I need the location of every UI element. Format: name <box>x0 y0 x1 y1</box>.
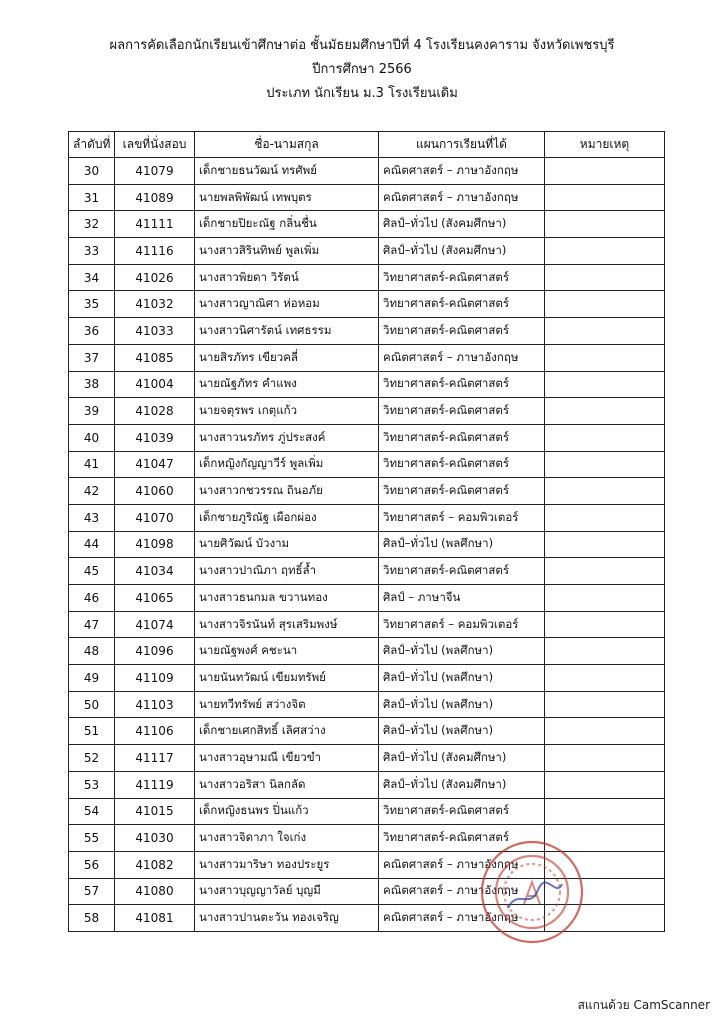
order-cell: 44 <box>69 531 115 558</box>
seat-number-cell: 41096 <box>115 638 195 665</box>
remarks-cell <box>545 424 665 451</box>
seat-number-cell: 41028 <box>115 398 195 425</box>
table-row <box>69 558 665 585</box>
seat-number-cell: 41106 <box>115 718 195 745</box>
remarks-cell <box>545 158 665 185</box>
col-header-seat-number: เลขที่นั่งสอบ <box>115 132 195 158</box>
order-cell: 39 <box>69 398 115 425</box>
full-name-cell: นายสิรภัทร เขียวคลี่ <box>195 344 379 371</box>
full-name-cell: เด็กหญิงธนพร ปิ่นแก้ว <box>195 798 379 825</box>
study-program-cell: ศิลป์–ทั่วไป (พลศึกษา) <box>379 531 545 558</box>
order-cell: 45 <box>69 558 115 585</box>
seat-number-cell: 41034 <box>115 558 195 585</box>
order-cell: 48 <box>69 638 115 665</box>
order-cell: 43 <box>69 504 115 531</box>
order-cell: 58 <box>69 905 115 932</box>
full-name-cell: เด็กชายเศกสิทธิ์ เลิศสว่าง <box>195 718 379 745</box>
table-row <box>69 478 665 505</box>
study-program-cell: ศิลป์–ทั่วไป (สังคมศึกษา) <box>379 745 545 772</box>
remarks-cell <box>545 318 665 345</box>
full-name-cell: เด็กชายปิยะณัฐ กลิ่นชื่น <box>195 211 379 238</box>
table-row <box>69 878 665 905</box>
remarks-cell <box>545 718 665 745</box>
order-cell: 40 <box>69 424 115 451</box>
seat-number-cell: 41111 <box>115 211 195 238</box>
seat-number-cell: 41117 <box>115 745 195 772</box>
seat-number-cell: 41089 <box>115 184 195 211</box>
remarks-cell <box>545 825 665 852</box>
order-cell: 33 <box>69 238 115 265</box>
seat-number-cell: 41119 <box>115 771 195 798</box>
order-cell: 47 <box>69 611 115 638</box>
table-row <box>69 504 665 531</box>
seat-number-cell: 41103 <box>115 691 195 718</box>
study-program-cell: วิทยาศาสตร์-คณิตศาสตร์ <box>379 558 545 585</box>
seat-number-cell: 41085 <box>115 344 195 371</box>
remarks-cell <box>545 558 665 585</box>
full-name-cell: นางสาวพิยดา วิรัตน์ <box>195 264 379 291</box>
seat-number-cell: 41004 <box>115 371 195 398</box>
full-name-cell: นางสาวญาณิศา ห่อหอม <box>195 291 379 318</box>
full-name-cell: นางสาวนรภัทร ภู่ประสงค์ <box>195 424 379 451</box>
remarks-cell <box>545 905 665 932</box>
seat-number-cell: 41109 <box>115 665 195 692</box>
table-row <box>69 184 665 211</box>
seat-number-cell: 41060 <box>115 478 195 505</box>
table-row <box>69 771 665 798</box>
study-program-cell: คณิตศาสตร์ – ภาษาอังกฤษ <box>379 878 545 905</box>
order-cell: 34 <box>69 264 115 291</box>
study-program-cell: คณิตศาสตร์ – ภาษาอังกฤษ <box>379 851 545 878</box>
seat-number-cell: 41081 <box>115 905 195 932</box>
study-program-cell: วิทยาศาสตร์ – คอมพิวเตอร์ <box>379 611 545 638</box>
title-line-2: ปีการศึกษา 2566 <box>312 62 412 77</box>
table-row <box>69 344 665 371</box>
full-name-cell: นางสาวอุษามณี เขียวขำ <box>195 745 379 772</box>
study-program-cell: วิทยาศาสตร์-คณิตศาสตร์ <box>379 371 545 398</box>
seat-number-cell: 41047 <box>115 451 195 478</box>
study-program-cell: ศิลป์–ทั่วไป (พลศึกษา) <box>379 638 545 665</box>
study-program-cell: คณิตศาสตร์ – ภาษาอังกฤษ <box>379 905 545 932</box>
table-row <box>69 745 665 772</box>
results-table-header <box>69 132 665 158</box>
study-program-cell: ศิลป์–ทั่วไป (สังคมศึกษา) <box>379 771 545 798</box>
results-table-body <box>69 158 665 932</box>
study-program-cell: คณิตศาสตร์ – ภาษาอังกฤษ <box>379 184 545 211</box>
study-program-cell: วิทยาศาสตร์-คณิตศาสตร์ <box>379 424 545 451</box>
seat-number-cell: 41080 <box>115 878 195 905</box>
remarks-cell <box>545 585 665 612</box>
full-name-cell: นายณัฐภัทร คำแพง <box>195 371 379 398</box>
col-header-study-program: แผนการเรียนที่ได้ <box>379 132 545 158</box>
study-program-cell: คณิตศาสตร์ – ภาษาอังกฤษ <box>379 344 545 371</box>
remarks-cell <box>545 211 665 238</box>
study-program-cell: วิทยาศาสตร์-คณิตศาสตร์ <box>379 478 545 505</box>
table-row <box>69 211 665 238</box>
header-row <box>69 132 665 158</box>
remarks-cell <box>545 611 665 638</box>
order-cell: 38 <box>69 371 115 398</box>
table-row <box>69 398 665 425</box>
full-name-cell: นายพลพิพัฒน์ เทพบุตร <box>195 184 379 211</box>
study-program-cell: วิทยาศาสตร์ – คอมพิวเตอร์ <box>379 504 545 531</box>
table-row <box>69 851 665 878</box>
table-row <box>69 424 665 451</box>
order-cell: 30 <box>69 158 115 185</box>
seat-number-cell: 41033 <box>115 318 195 345</box>
full-name-cell: เด็กชายธนวัฒน์ ทรศัพย์ <box>195 158 379 185</box>
col-header-remarks: หมายเหตุ <box>545 132 665 158</box>
remarks-cell <box>545 665 665 692</box>
full-name-cell: นางสาวธนกมล ขวานทอง <box>195 585 379 612</box>
full-name-cell: นายจตุรพร เกตุแก้ว <box>195 398 379 425</box>
study-program-cell: วิทยาศาสตร์-คณิตศาสตร์ <box>379 798 545 825</box>
order-cell: 37 <box>69 344 115 371</box>
full-name-cell: นายทวีทรัพย์ สว่างจิต <box>195 691 379 718</box>
full-name-cell: นายนันทวัฒน์ เขียมทรัพย์ <box>195 665 379 692</box>
order-cell: 41 <box>69 451 115 478</box>
remarks-cell <box>545 291 665 318</box>
study-program-cell: วิทยาศาสตร์-คณิตศาสตร์ <box>379 264 545 291</box>
study-program-cell: ศิลป์–ทั่วไป (สังคมศึกษา) <box>379 211 545 238</box>
table-row <box>69 585 665 612</box>
table-row <box>69 158 665 185</box>
table-row <box>69 238 665 265</box>
remarks-cell <box>545 745 665 772</box>
table-row <box>69 638 665 665</box>
order-cell: 50 <box>69 691 115 718</box>
study-program-cell: วิทยาศาสตร์-คณิตศาสตร์ <box>379 451 545 478</box>
table-row <box>69 718 665 745</box>
remarks-cell <box>545 798 665 825</box>
order-cell: 42 <box>69 478 115 505</box>
study-program-cell: ศิลป์–ทั่วไป (สังคมศึกษา) <box>379 238 545 265</box>
full-name-cell: นายณัฐพงศ์ คชะนา <box>195 638 379 665</box>
remarks-cell <box>545 851 665 878</box>
study-program-cell: วิทยาศาสตร์-คณิตศาสตร์ <box>379 825 545 852</box>
order-cell: 46 <box>69 585 115 612</box>
remarks-cell <box>545 371 665 398</box>
order-cell: 36 <box>69 318 115 345</box>
full-name-cell: นางสาวปานตะวัน ทองเจริญ <box>195 905 379 932</box>
table-row <box>69 318 665 345</box>
table-row <box>69 798 665 825</box>
seat-number-cell: 41015 <box>115 798 195 825</box>
table-row <box>69 665 665 692</box>
scanner-watermark: สแกนด้วย CamScanner <box>577 998 710 1012</box>
order-cell: 49 <box>69 665 115 692</box>
seat-number-cell: 41116 <box>115 238 195 265</box>
study-program-cell: ศิลป์–ทั่วไป (พลศึกษา) <box>379 665 545 692</box>
table-row <box>69 905 665 932</box>
table-row <box>69 371 665 398</box>
remarks-cell <box>545 691 665 718</box>
full-name-cell: นางสาวปาณิภา ฤทธิ์ล้ำ <box>195 558 379 585</box>
order-cell: 31 <box>69 184 115 211</box>
remarks-cell <box>545 478 665 505</box>
full-name-cell: นางสาวบุญญาวัลย์ บุญมี <box>195 878 379 905</box>
full-name-cell: นางสาวมาริษา ทองประยูร <box>195 851 379 878</box>
order-cell: 52 <box>69 745 115 772</box>
full-name-cell: นางสาวจิรนันท์ สุรเสริมพงษ์ <box>195 611 379 638</box>
seat-number-cell: 41032 <box>115 291 195 318</box>
table-row <box>69 264 665 291</box>
remarks-cell <box>545 344 665 371</box>
seat-number-cell: 41098 <box>115 531 195 558</box>
remarks-cell <box>545 184 665 211</box>
title-line-1: ผลการคัดเลือกนักเรียนเข้าศึกษาต่อ ชั้นมัธยมศึกษาปีที่ 4 โรงเรียนคงคาราม จังหวัดเพชรบุรี <box>109 38 615 53</box>
study-program-cell: วิทยาศาสตร์-คณิตศาสตร์ <box>379 398 545 425</box>
remarks-cell <box>545 531 665 558</box>
order-cell: 55 <box>69 825 115 852</box>
full-name-cell: นางสาวอริสา นิลกลัด <box>195 771 379 798</box>
table-row <box>69 291 665 318</box>
seat-number-cell: 41030 <box>115 825 195 852</box>
full-name-cell: นายศิวัฒน์ บัวงาม <box>195 531 379 558</box>
remarks-cell <box>545 638 665 665</box>
full-name-cell: เด็กชายภูริณัฐ เผือกผ่อง <box>195 504 379 531</box>
remarks-cell <box>545 451 665 478</box>
full-name-cell: นางสาวสิรินทิพย์ พูลเพิ่ม <box>195 238 379 265</box>
col-header-order: ลำดับที่ <box>69 132 115 158</box>
document-header <box>0 34 724 106</box>
table-row <box>69 691 665 718</box>
study-program-cell: คณิตศาสตร์ – ภาษาอังกฤษ <box>379 158 545 185</box>
full-name-cell: นางสาวกชวรรณ ถินอภัย <box>195 478 379 505</box>
table-row <box>69 451 665 478</box>
order-cell: 57 <box>69 878 115 905</box>
table-row <box>69 611 665 638</box>
order-cell: 56 <box>69 851 115 878</box>
full-name-cell: เด็กหญิงกัญญาวีร์ พูลเพิ่ม <box>195 451 379 478</box>
order-cell: 54 <box>69 798 115 825</box>
seat-number-cell: 41074 <box>115 611 195 638</box>
results-table <box>68 131 665 932</box>
study-program-cell: ศิลป์–ทั่วไป (พลศึกษา) <box>379 691 545 718</box>
seat-number-cell: 41079 <box>115 158 195 185</box>
remarks-cell <box>545 878 665 905</box>
table-row <box>69 825 665 852</box>
seat-number-cell: 41065 <box>115 585 195 612</box>
order-cell: 53 <box>69 771 115 798</box>
order-cell: 51 <box>69 718 115 745</box>
remarks-cell <box>545 398 665 425</box>
remarks-cell <box>545 504 665 531</box>
study-program-cell: วิทยาศาสตร์-คณิตศาสตร์ <box>379 291 545 318</box>
col-header-full-name: ชื่อ-นามสกุล <box>195 132 379 158</box>
full-name-cell: นางสาวจิดาภา ใจเก่ง <box>195 825 379 852</box>
study-program-cell: วิทยาศาสตร์-คณิตศาสตร์ <box>379 318 545 345</box>
title-line-3: ประเภท นักเรียน ม.3 โรงเรียนเดิม <box>266 86 458 101</box>
order-cell: 32 <box>69 211 115 238</box>
order-cell: 35 <box>69 291 115 318</box>
study-program-cell: ศิลป์ – ภาษาจีน <box>379 585 545 612</box>
seat-number-cell: 41026 <box>115 264 195 291</box>
seat-number-cell: 41070 <box>115 504 195 531</box>
remarks-cell <box>545 771 665 798</box>
remarks-cell <box>545 264 665 291</box>
table-row <box>69 531 665 558</box>
full-name-cell: นางสาวนิศารัตน์ เทศธรรม <box>195 318 379 345</box>
seat-number-cell: 41039 <box>115 424 195 451</box>
study-program-cell: ศิลป์–ทั่วไป (พลศึกษา) <box>379 718 545 745</box>
seat-number-cell: 41082 <box>115 851 195 878</box>
remarks-cell <box>545 238 665 265</box>
